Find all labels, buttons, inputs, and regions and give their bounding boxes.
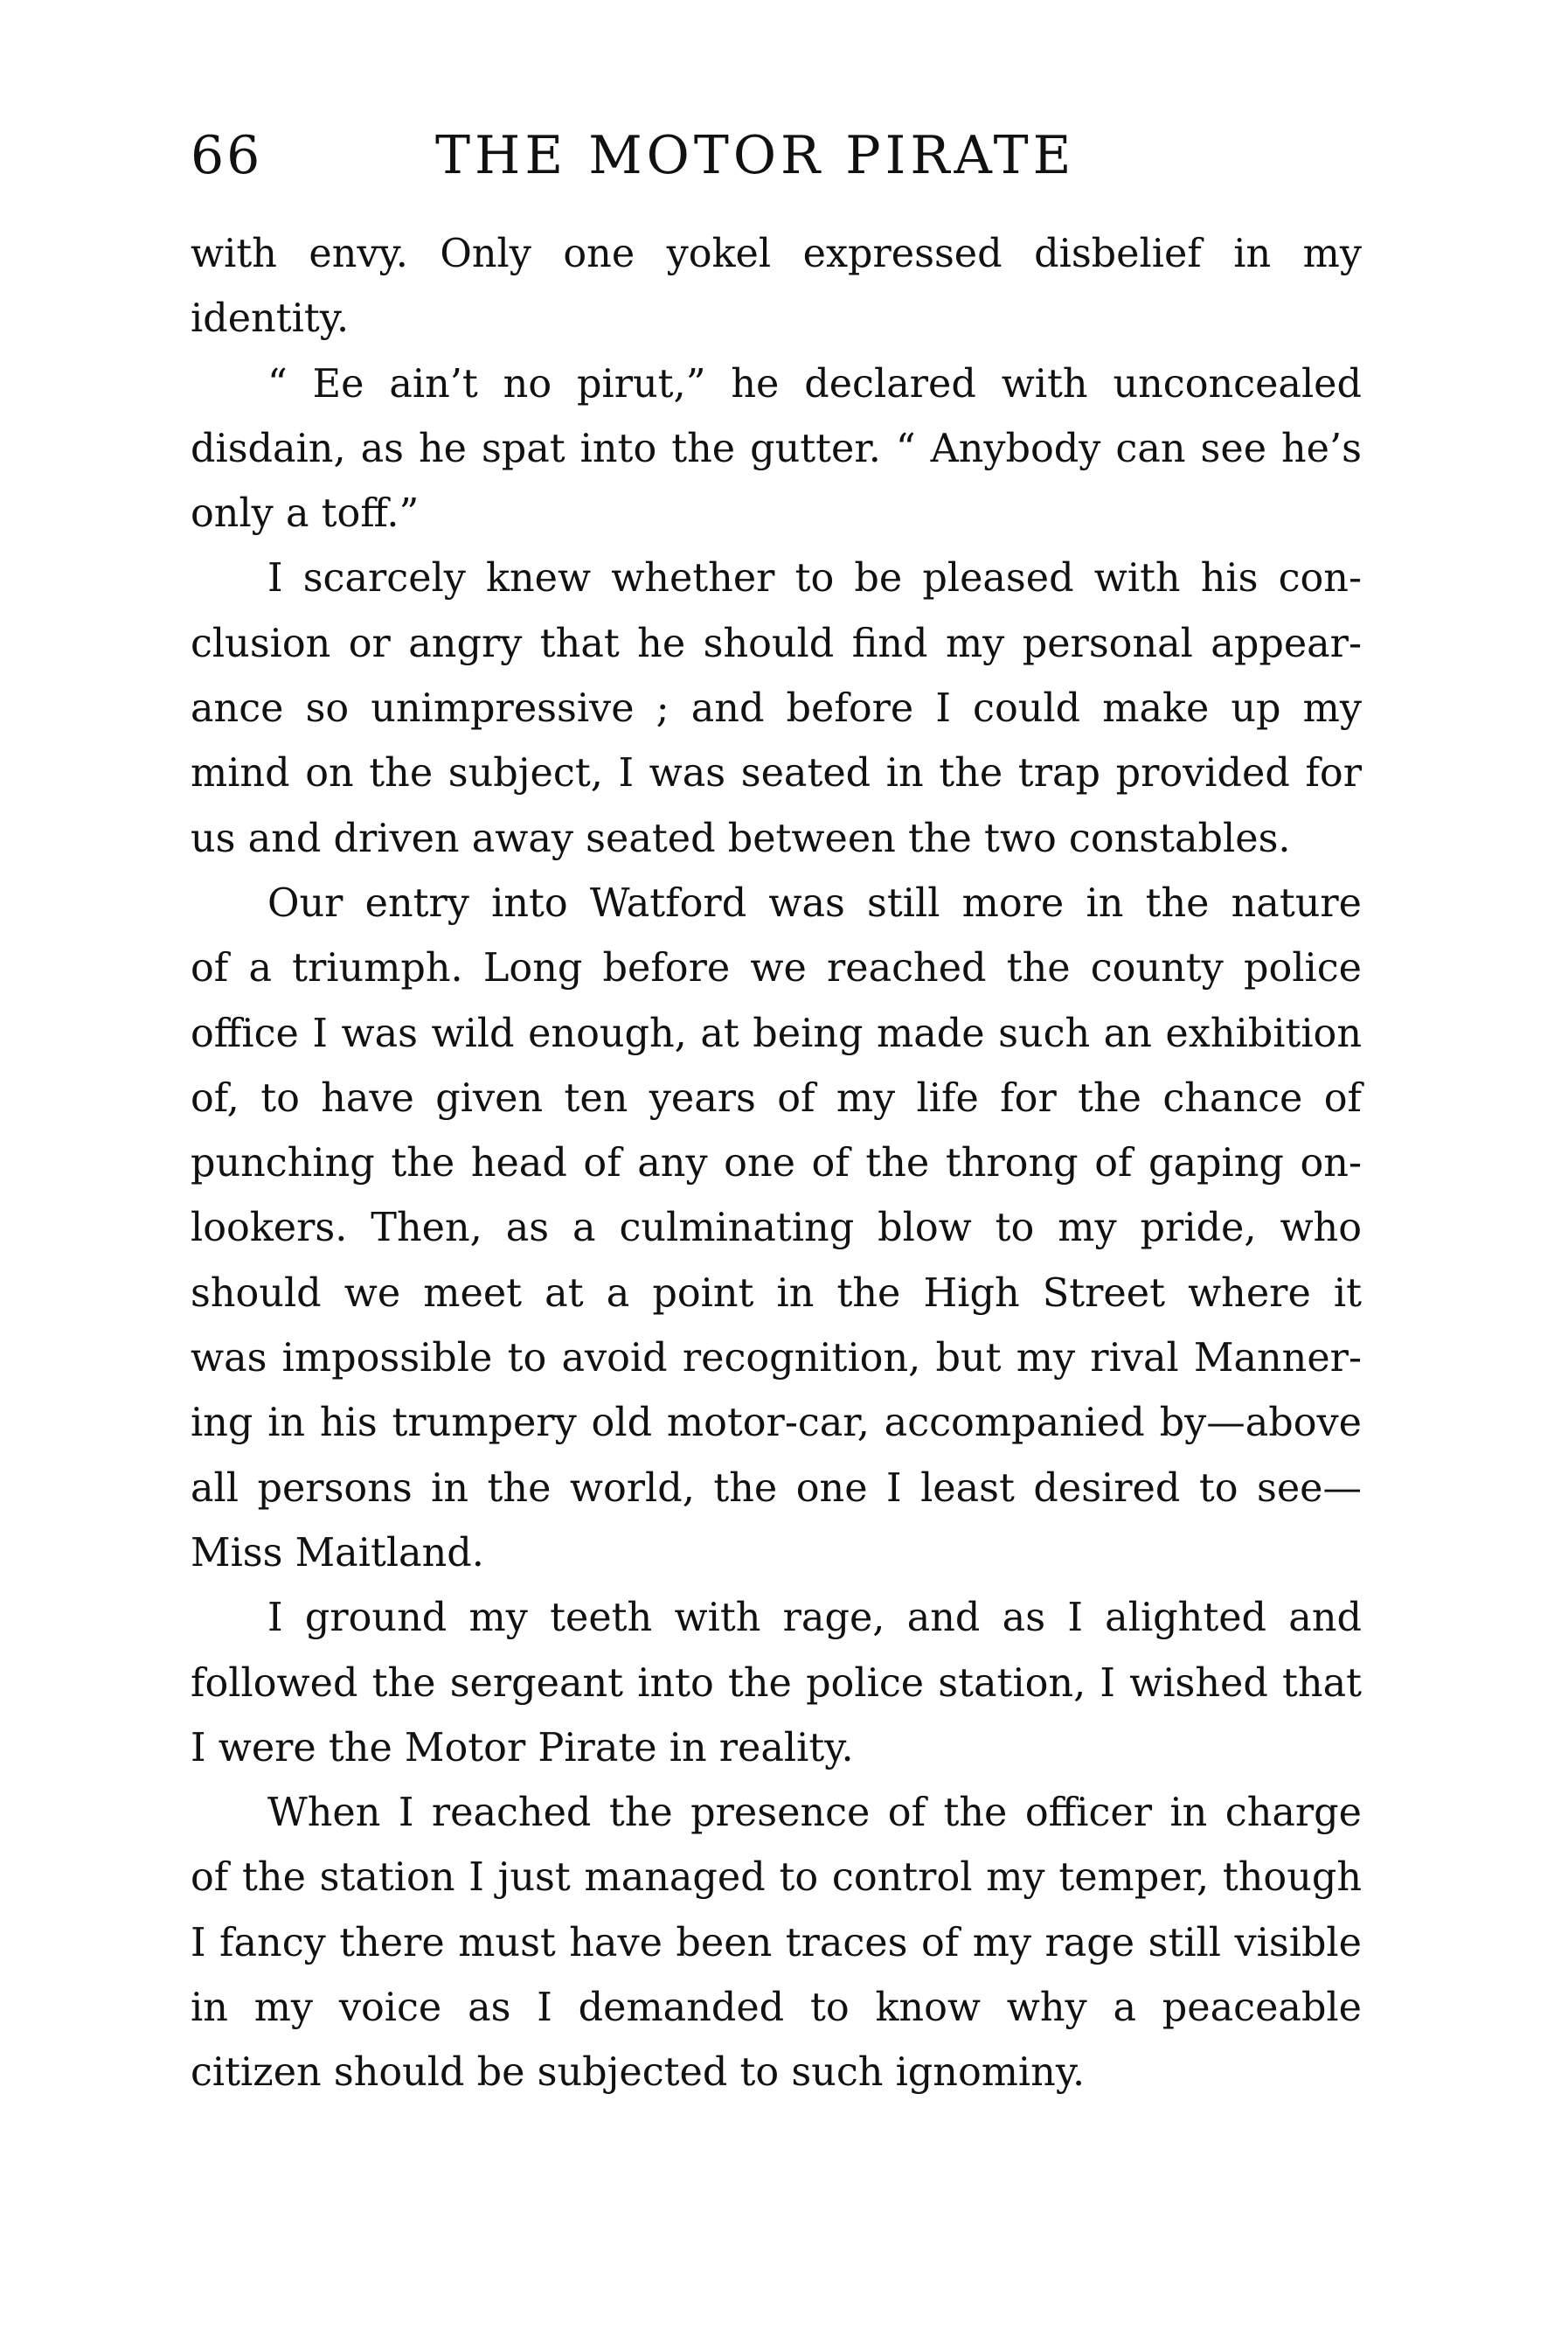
- text-line: Our entry into Watford was still more in the nature: [267, 880, 1362, 926]
- text-line: only a toff.”: [191, 491, 420, 537]
- text-line: of, to have given ten years of my life for the chance of: [191, 1075, 1362, 1121]
- text-line: was impossible to avoid recognition, but my rival Manner-: [191, 1336, 1362, 1381]
- text-line: I fancy there must have been traces of my rage still visible: [191, 1920, 1362, 1965]
- text-line: ing in his trumpery old motor-car, accompanied by—above: [191, 1401, 1362, 1446]
- text-line: I scarcely knew whether to be pleased with his con-: [267, 556, 1362, 602]
- text-line: us and driven away seated between the two constables.: [191, 816, 1291, 861]
- page-number: 66: [191, 125, 263, 186]
- text-line: all persons in the world, the one I least desired to see—: [191, 1465, 1362, 1511]
- text-line: identity.: [191, 296, 350, 342]
- text-line: Miss Maitland.: [191, 1530, 484, 1575]
- text-line: “ Ee ain’t no pirut,” he declared with unconcealed: [267, 361, 1362, 407]
- text-line: of a triumph. Long before we reached the county police: [191, 946, 1362, 991]
- text-line: mind on the subject, I was seated in the trap provided for: [191, 751, 1362, 796]
- text-line: clusion or angry that he should find my personal appear-: [191, 621, 1362, 666]
- text-line: I were the Motor Pirate in reality.: [191, 1725, 854, 1770]
- body-text: [191, 222, 1362, 2106]
- text-line: I ground my teeth with rage, and as I alighted and: [267, 1596, 1362, 1641]
- running-title: THE MOTOR PIRATE: [435, 125, 1076, 186]
- text-line: citizen should be subjected to such ignominy.: [191, 2050, 1086, 2096]
- text-line: should we meet at a point in the High Street where it: [191, 1270, 1362, 1316]
- text-line: When I reached the presence of the officer in charge: [267, 1791, 1362, 1836]
- text-line: lookers. Then, as a culminating blow to my pride, who: [191, 1206, 1362, 1251]
- page-header: [191, 121, 1353, 191]
- text-line: disdain, as he spat into the gutter. “ Anybody can see he’s: [191, 426, 1362, 471]
- text-line: punching the head of any one of the throng of gaping on-: [191, 1141, 1362, 1186]
- text-line: of the station I just managed to control my temper, though: [191, 1855, 1362, 1901]
- text-line: followed the sergeant into the police station, I wished that: [191, 1660, 1362, 1706]
- text-line: in my voice as I demanded to know why a peaceable: [191, 1986, 1362, 2031]
- text-line: ance so unimpressive ; and before I could make up my: [191, 686, 1362, 732]
- text-line: with envy. Only one yokel expressed disbelief in my: [191, 232, 1362, 276]
- text-line: office I was wild enough, at being made such an exhibition: [191, 1011, 1362, 1056]
